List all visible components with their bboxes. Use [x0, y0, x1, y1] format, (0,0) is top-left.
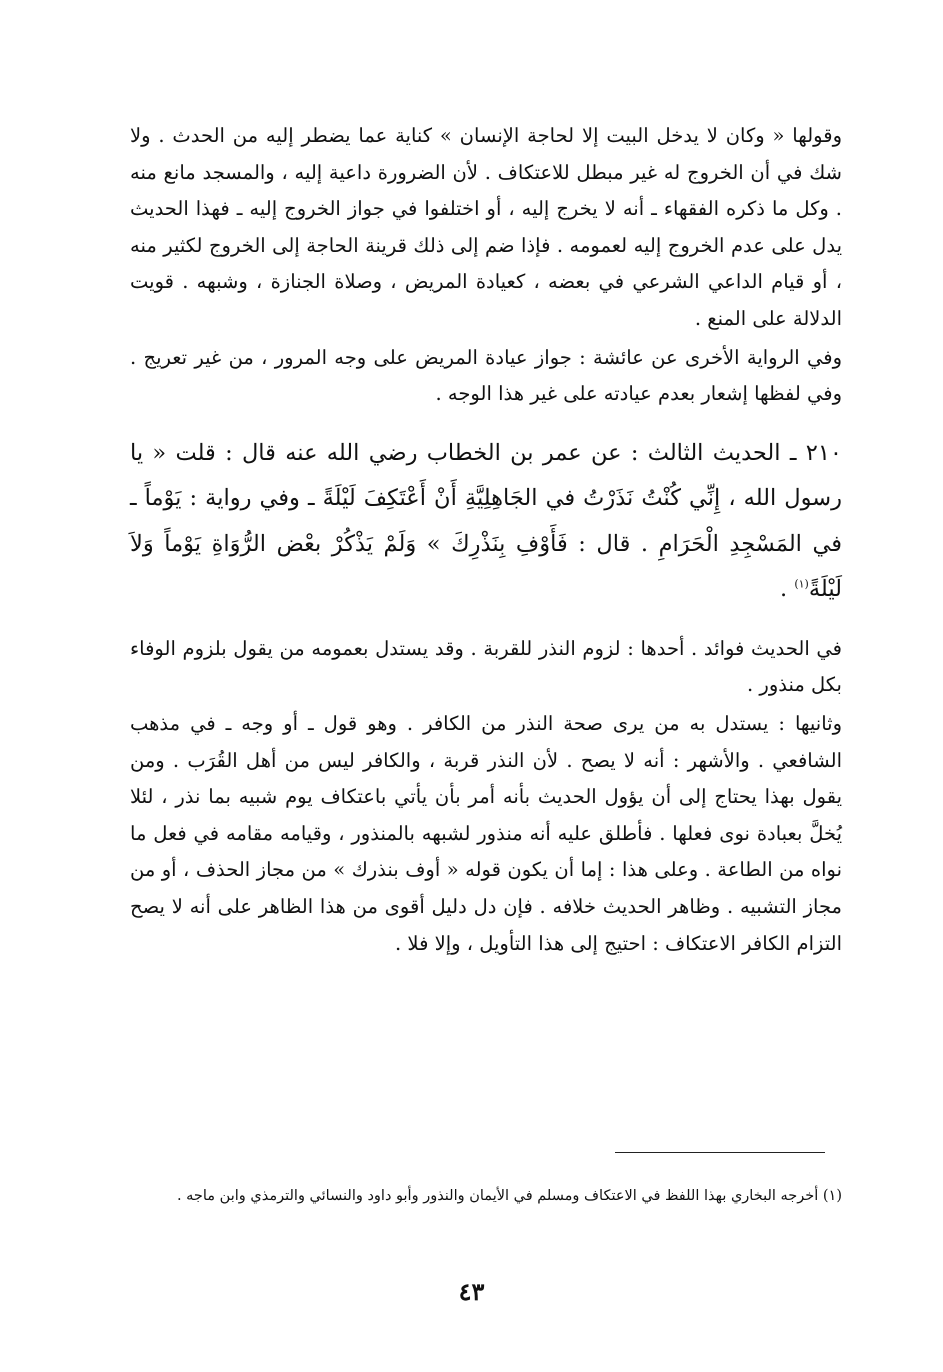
- hadith-text: [130, 431, 842, 613]
- footnote-reference[interactable]: (١): [794, 577, 809, 591]
- main-text: [130, 118, 842, 962]
- hadith-end: .: [780, 576, 795, 603]
- discussion-paragraph: في الحديث فوائد . أحدها : لزوم النذر للقربة . وقد يستدل بعمومه من يقول بلزوم الوفاء بكل منذور .: [130, 636, 842, 697]
- footnote-divider: [615, 1152, 825, 1153]
- commentary-paragraph: وفي الرواية الأخرى عن عائشة : جواز عيادة المريض على وجه المرور ، من غير تعريج . وفي لفظها إشعار بعدم عيادته على غير هذا الوجه .: [130, 345, 842, 406]
- discussion-paragraph: وثانيها : يستدل به من يرى صحة النذر من الكافر . وهو قول ـ أو وجه ـ في مذهب الشافعي . والأشهر : أنه لا يصح . لأن النذر قربة ، والكافر ليس من أهل القُرَب . ومن يقول بهذا يحتاج إلى أن يؤول الحديث بأنه أمر بأن يأتي باعتكاف يوم شبيه بما نذر ، لئلا يُخلَّ بعبادة نوى فعلها . فأطلق عليه أنه منذور لشبهه بالمنذور ، وقيامه مقامه في فعل ما نواه من الطاعة . وعلى هذا : إما أن يكون قوله « أوف بنذرك » من مجاز الحذف ، أو من مجاز التشبيه . وظاهر الحديث خلافه . فإن دل دليل أقوى من هذا الظاهر على أنه لا يصح التزام الكافر الاعتكاف : احتيج إلى هذا التأويل ، وإلا فلا .: [130, 711, 842, 955]
- commentary-paragraph: وقولها « وكان لا يدخل البيت إلا لحاجة الإنسان » كناية عما يضطر إليه من الحدث . ولا شك في أن الخروج له غير مبطل للاعتكاف . لأن الضرورة داعية إليه ، والمسجد مانع منه . وكل ما ذكره الفقهاء ـ أنه لا يخرج إليه ، أو اختلفوا في جواز الخروج إليه ـ فهذا الحديث يدل على عدم الخروج إليه لعمومه . فإذا ضم إلى ذلك قرينة الحاجة إلى الخروج لكثير منه ، أو قيام الداعي الشرعي في بعضه ، كعيادة المريض ، وصلاة الجنازة ، وشبهه . قويت الدلالة على المنع .: [130, 124, 842, 330]
- hadith-body: ٢١٠ ـ الحديث الثالث : عن عمر بن الخطاب رضي الله عنه قال : قلت « يا رسول الله ، إِنِّي كُنْتُ نَذَرْتُ في الجَاهِلِيَّةِ أَنْ أَعْتَكِفَ لَيْلَةً ـ وفي رواية : يَوْماً ـ في المَسْجِدِ الْحَرَامِ . قال : فَأَوْفِ بِنَذْرِكَ » وَلَمْ يَذْكُرْ بعْض الرُّوَاةِ يَوْماً وَلاَ لَيْلَةً: [130, 439, 842, 603]
- footnote: (١) أخرجه البخاري بهذا اللفظ في الاعتكاف ومسلم في الأيمان والنذور وأبو داود والنسائي والترمذي وابن ماجه .: [176, 1188, 842, 1204]
- page-number: ٤٣: [458, 1277, 485, 1306]
